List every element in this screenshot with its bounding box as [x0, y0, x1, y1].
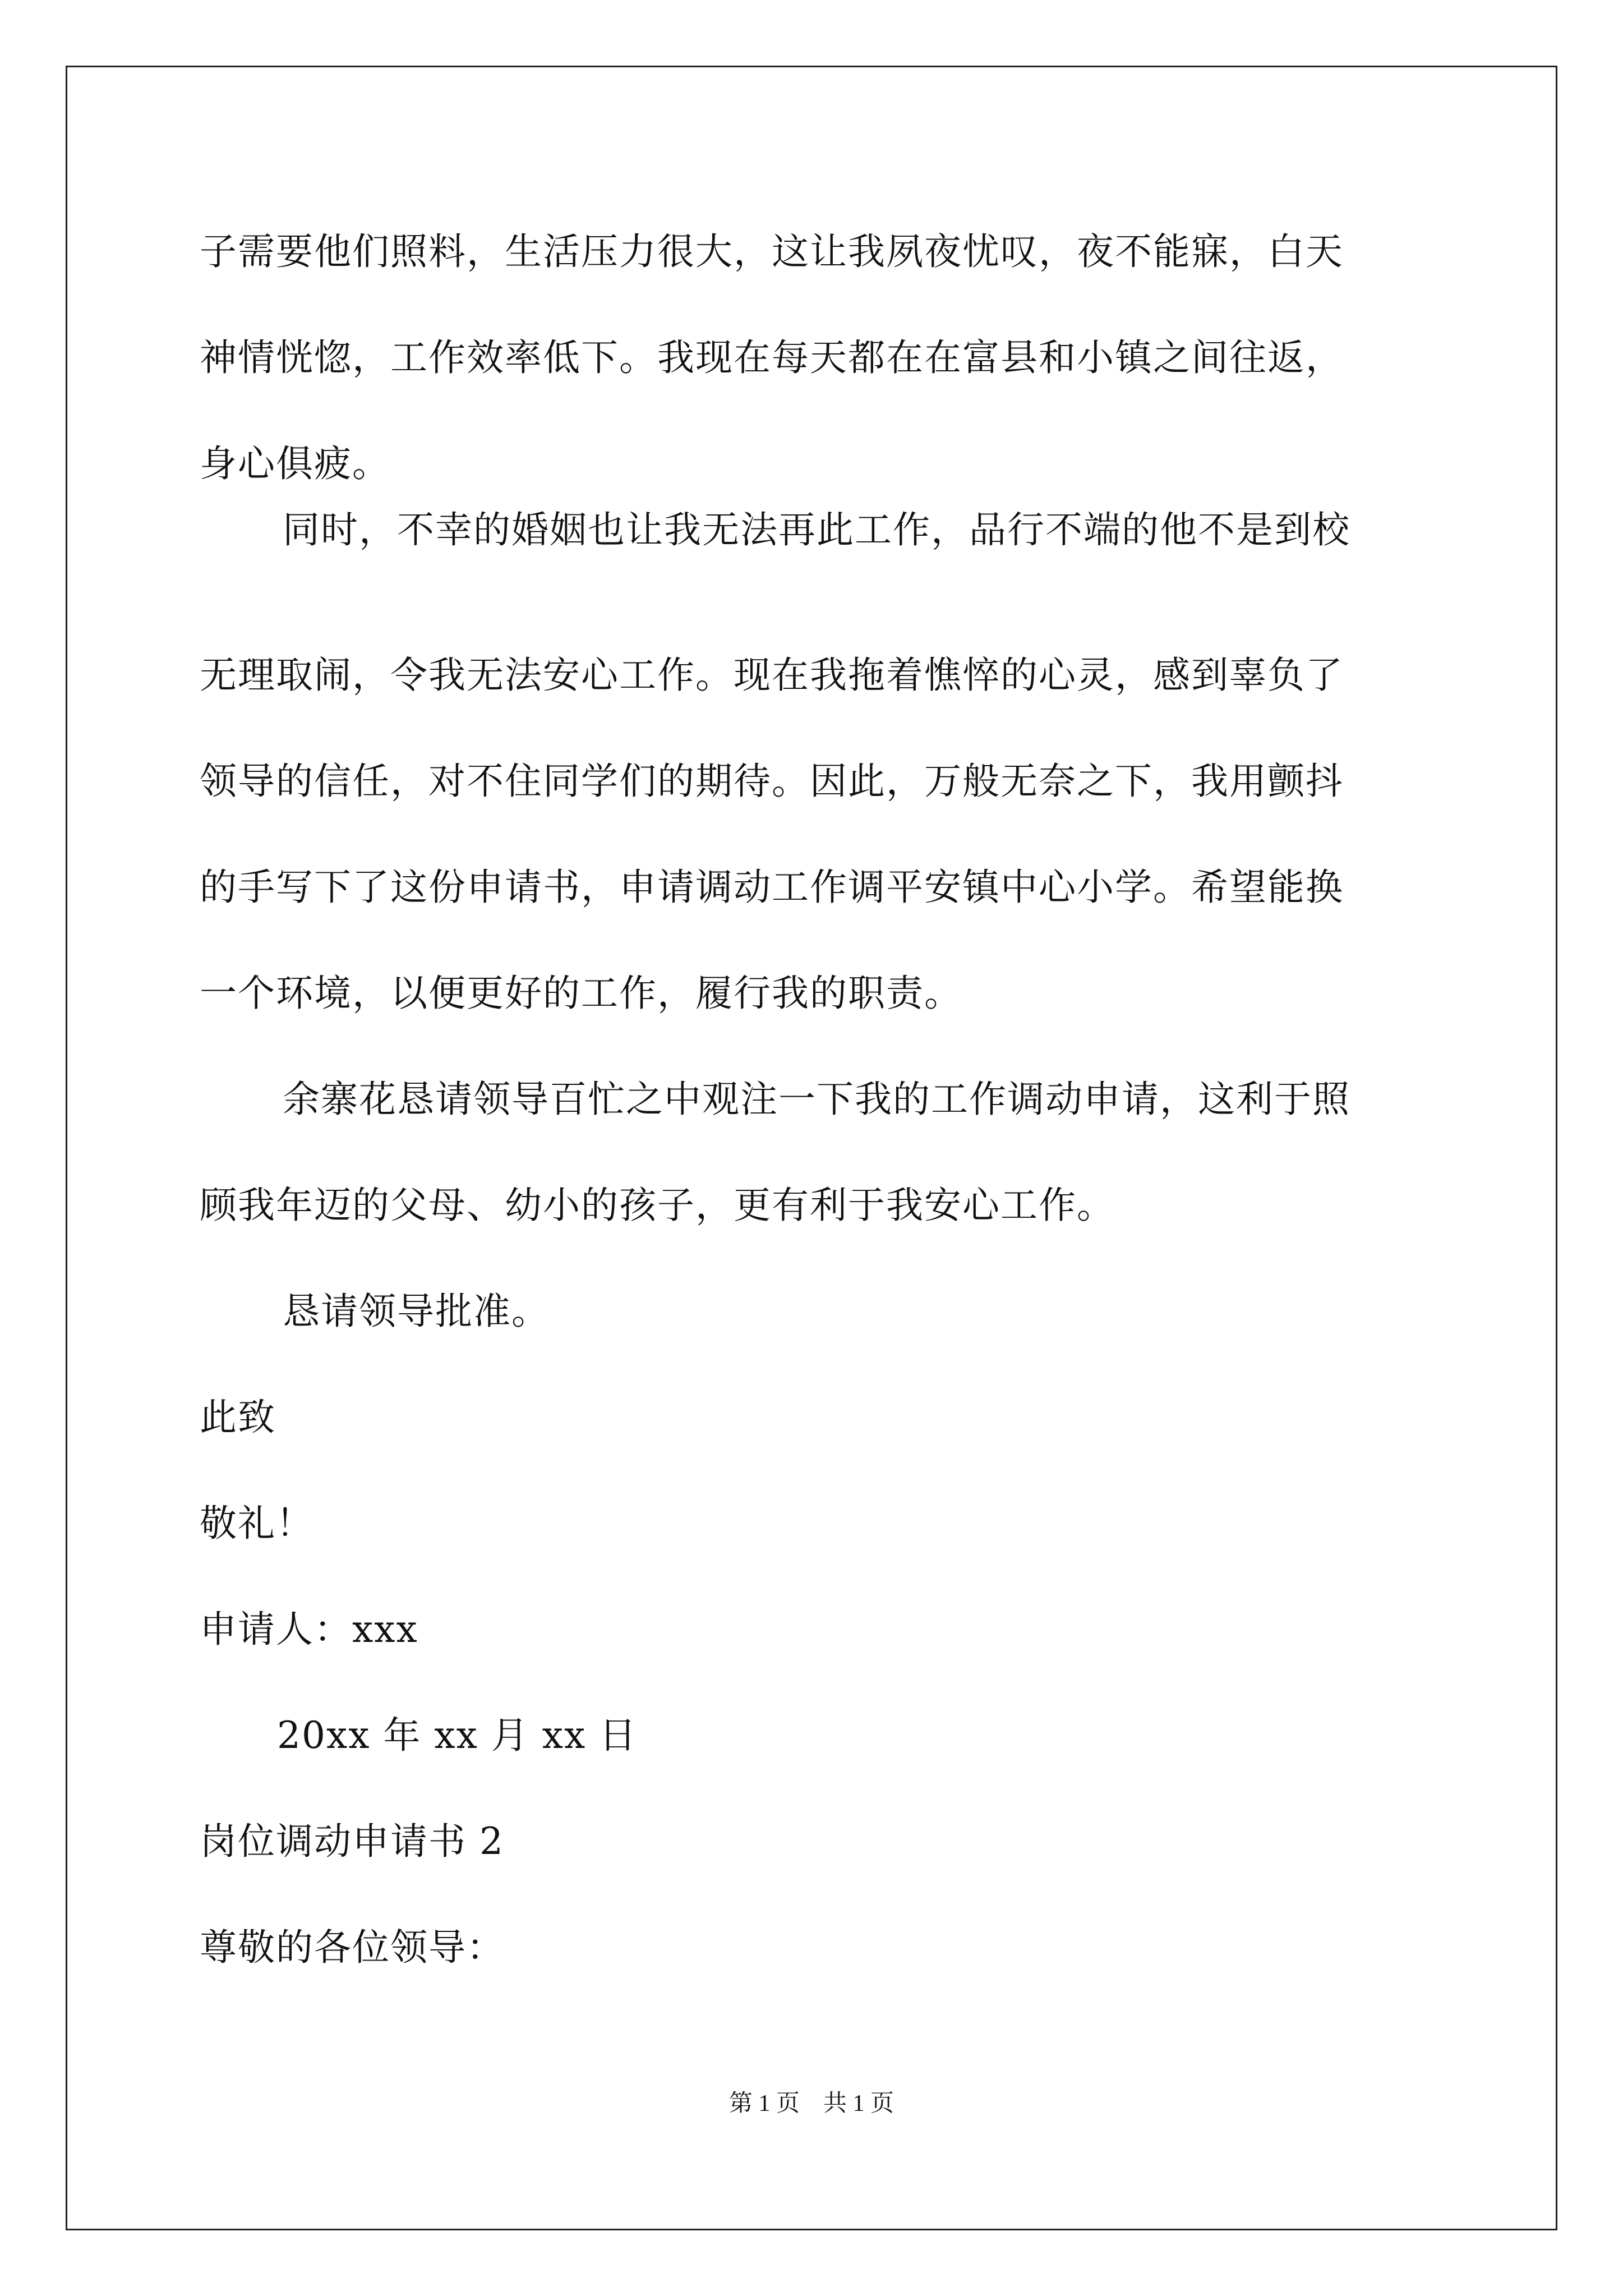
body-line: 余寨花恳请领导百忙之中观注一下我的工作调动申请，这利于照 [283, 1078, 1350, 1121]
body-line: 无理取闹，令我无法安心工作。现在我拖着憔悴的心灵，感到辜负了 [200, 654, 1344, 697]
date-line: 20xx 年 xx 月 xx 日 [277, 1714, 638, 1757]
greeting-line: 尊敬的各位领导： [200, 1926, 505, 1969]
body-line: 子需要他们照料，生活压力很大，这让我夙夜忧叹，夜不能寐，白天 [200, 230, 1344, 273]
body-line: 顾我年迈的父母、幼小的孩子，更有利于我安心工作。 [200, 1184, 1115, 1227]
applicant-line: 申请人：xxx [200, 1608, 418, 1651]
body-line: 身心俱疲。 [200, 442, 390, 485]
closing-salutation: 此致 [200, 1396, 276, 1439]
body-line: 一个环境，以便更好的工作，履行我的职责。 [200, 972, 962, 1015]
body-line: 同时，不幸的婚姻也让我无法再此工作，品行不端的他不是到校 [283, 508, 1350, 551]
page-footer: 第 1 页 共 1 页 [728, 2091, 894, 2116]
closing-regards: 敬礼！ [200, 1502, 314, 1545]
body-line: 的手写下了这份申请书，申请调动工作调平安镇中心小学。希望能换 [200, 866, 1344, 909]
page-border [66, 66, 1557, 2230]
section-title: 岗位调动申请书 2 [200, 1820, 504, 1863]
body-line: 恳请领导批准。 [283, 1290, 550, 1333]
body-line: 神情恍惚，工作效率低下。我现在每天都在在富县和小镇之间往返， [200, 336, 1344, 379]
body-line: 领导的信任，对不住同学们的期待。因此，万般无奈之下，我用颤抖 [200, 760, 1344, 803]
